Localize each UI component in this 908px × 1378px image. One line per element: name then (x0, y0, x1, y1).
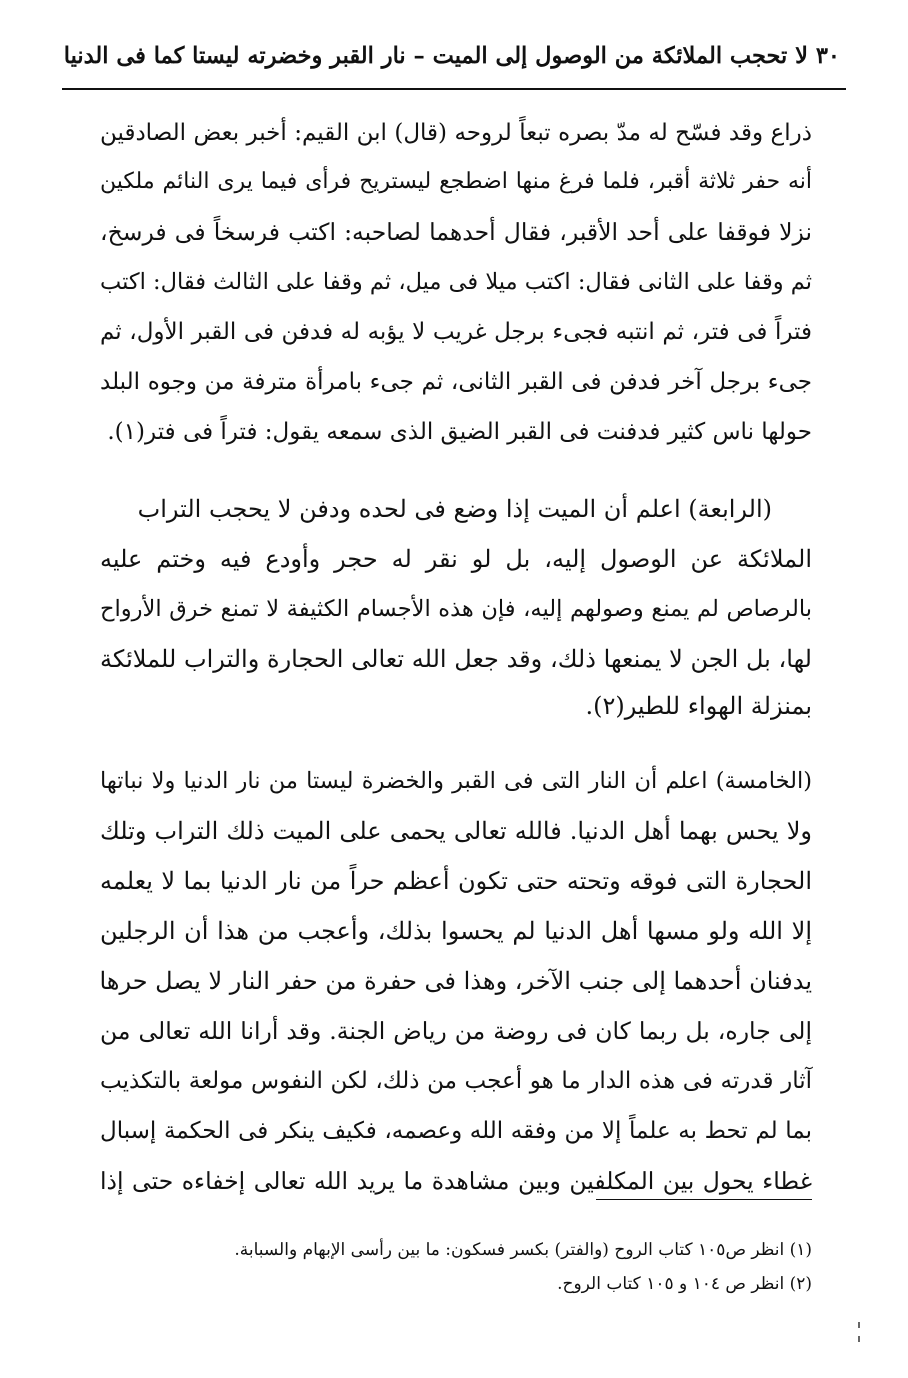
text-line: (الخامسة) اعلم أن النار التى فى القبر والخضرة ليستا من نار الدنيا ولا نباتها (100, 768, 812, 794)
page-number: ٣٠ (815, 43, 840, 69)
footnote-1: (١) انظر ص١٠٥ كتاب الروح (والفتر) بكسر فسكون: ما بين رأسى الإبهام والسبابة. (234, 1240, 812, 1260)
text-line: ثم وقفا على الثانى فقال: اكتب ميلا فى ميل، ثم وقفا على الثالث فقال: اكتب (100, 269, 812, 295)
text-line: آثار قدرته فى هذه الدار ما هو أعجب من ذلك، لكن النفوس مولعة بالتكذيب (100, 1068, 812, 1094)
text-line: غطاء يحول بين المكلفين وبين مشاهدة ما يريد الله تعالى إخفاءه حتى إذا (100, 1167, 812, 1195)
footnote-rule (596, 1199, 812, 1200)
page-header (60, 26, 840, 86)
header-rule (62, 88, 846, 90)
text-line: (الرابعة) اعلم أن الميت إذا وضع فى لحده ودفن لا يحجب التراب (137, 495, 772, 523)
text-line: لها، بل الجن لا يمنعها ذلك، وقد جعل الله تعالى الحجارة والتراب للملائكة (100, 645, 812, 673)
text-line: جىء برجل آخر فدفن فى القبر الثانى، ثم جىء بامرأة مترفة من وجوه البلد (100, 369, 812, 395)
text-line: الملائكة عن الوصول إليه، بل لو نقر له حجر وأودع فيه وختم عليه (100, 545, 812, 573)
text-line: ولا يحس بهما أهل الدنيا. فالله تعالى يحمى على الميت ذلك التراب وتلك (100, 817, 812, 845)
running-title: لا تحجب الملائكة من الوصول إلى الميت – نار القبر وخضرته ليستا كما فى الدنيا (63, 43, 808, 69)
text-line: يدفنان أحدهما إلى جنب الآخر، وهذا فى حفرة من حفر النار لا يصل حرها (99, 967, 812, 995)
text-line: ذراع وقد فسّح له مدّ بصره تبعاً لروحه (قال) ابن القيم: أخبر بعض الصادقين (100, 120, 812, 146)
text-line: فتراً فى فتر، ثم انتبه فجىء برجل غريب لا يؤبه له فدفن فى القبر الأول، ثم (100, 319, 812, 345)
text-line: إلا الله ولو مسها أهل الدنيا لم يحسوا بذلك، وأعجب من هذا أن الرجلين (100, 917, 812, 945)
text-line: أنه حفر ثلاثة أقبر، فلما فرغ منها اضطجع ليستريح فرأى فيما يرى النائم ملكين (100, 169, 812, 194)
text-line: بالرصاص لم يمنع وصولهم إليه، فإن هذه الأجسام الكثيفة لا تمنع خرق الأرواح (100, 596, 812, 622)
text-line: نزلا فوقفا على أحد الأقبر، فقال أحدهما لصاحبه: اكتب فرسخاً فى فرسخ، (100, 218, 812, 246)
margin-mark (858, 1322, 860, 1328)
text-line: الحجارة التى فوقه وتحته حتى تكون أعظم حراً من نار الدنيا بما لا يعلمه (100, 867, 812, 895)
text-line: حولها ناس كثير فدفنت فى القبر الضيق الذى سمعه يقول: فتراً فى فتر(١). (107, 419, 812, 445)
margin-mark (858, 1336, 860, 1342)
text-line: إلى جاره، بل ربما كان فى روضة من رياض الجنة. وقد أرانا الله تعالى من (100, 1017, 812, 1045)
footnote-2: (٢) انظر ص ١٠٤ و ١٠٥ كتاب الروح. (557, 1274, 812, 1294)
text-line: بما لم تحط به علماً إلا من وفقه الله وعصمه، فكيف ينكر فى الحكمة إسبال (100, 1118, 812, 1144)
text-line: بمنزلة الهواء للطير(٢). (585, 692, 812, 720)
